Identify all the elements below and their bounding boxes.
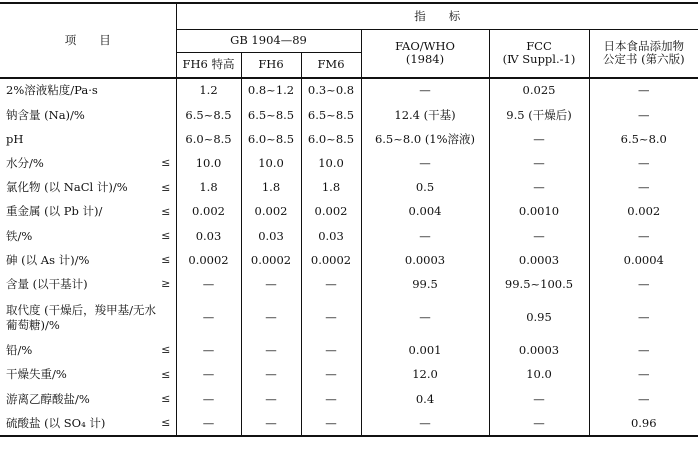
row-cell: — xyxy=(589,152,698,176)
header-gb: GB 1904—89 xyxy=(176,29,361,52)
row-item-label: 钠含量 (Na)/% xyxy=(6,107,85,122)
row-cell: — xyxy=(489,411,589,436)
row-item-label: 氯化物 (以 NaCl 计)/% xyxy=(6,180,128,195)
row-cell: 0.0002 xyxy=(301,248,361,272)
row-cell: — xyxy=(589,387,698,411)
header-fcc-line2: (Ⅳ Suppl.-1) xyxy=(502,52,576,67)
table-row xyxy=(0,200,698,224)
row-cell: 1.2 xyxy=(176,78,241,103)
row-cell: 99.5 xyxy=(361,273,489,297)
row-item-label: 砷 (以 As 计)/% xyxy=(6,252,90,267)
row-cell: — xyxy=(489,152,589,176)
table-row xyxy=(0,339,698,363)
row-cell: — xyxy=(589,103,698,127)
table-row xyxy=(0,248,698,272)
row-cell: — xyxy=(489,224,589,248)
row-cell: 0.5 xyxy=(361,176,489,200)
table-row xyxy=(0,387,698,411)
row-cell: 0.0002 xyxy=(241,248,301,272)
row-cell: 0.0003 xyxy=(489,248,589,272)
row-cell: 6.5~8.0 (1%溶液) xyxy=(361,127,489,151)
row-relation: ≥ xyxy=(161,277,171,291)
row-cell: 6.5~8.5 xyxy=(176,103,241,127)
row-item-label: 含量 (以干基计) xyxy=(6,276,88,291)
header-gb-col-2: FH6 xyxy=(241,52,301,78)
row-cell: — xyxy=(301,363,361,387)
row-cell: 0.96 xyxy=(589,411,698,436)
row-cell: — xyxy=(489,127,589,151)
table-row xyxy=(0,411,698,436)
row-cell: 0.03 xyxy=(241,224,301,248)
row-cell: — xyxy=(241,297,301,339)
row-cell: — xyxy=(361,78,489,103)
row-cell: 0.002 xyxy=(301,200,361,224)
header-jp xyxy=(589,29,698,78)
row-cell: — xyxy=(241,273,301,297)
row-cell: 6.0~8.5 xyxy=(241,127,301,151)
row-cell: 10.0 xyxy=(489,363,589,387)
header-fcc-line1: FCC xyxy=(526,39,552,54)
spec-table xyxy=(0,2,698,437)
row-cell: 0.002 xyxy=(176,200,241,224)
row-item-label: 2%溶液粘度/Pa·s xyxy=(6,83,98,98)
row-cell: 0.0010 xyxy=(489,200,589,224)
row-cell: 0.0004 xyxy=(589,248,698,272)
header-item: 项 目 xyxy=(0,3,176,78)
row-cell: — xyxy=(176,363,241,387)
row-cell: 9.5 (干燥后) xyxy=(489,103,589,127)
row-item-label: 重金属 (以 Pb 计)/ xyxy=(6,204,103,219)
row-cell: 1.8 xyxy=(176,176,241,200)
row-cell: — xyxy=(489,387,589,411)
header-jp-line2: 公定书 (第六版) xyxy=(602,52,685,67)
row-cell: — xyxy=(176,273,241,297)
row-cell: 6.5~8.5 xyxy=(301,103,361,127)
row-cell: — xyxy=(589,224,698,248)
row-item-label: 取代度 (干燥后，羧甲基/无水葡萄糖)/% xyxy=(6,303,157,332)
row-cell: 0.4 xyxy=(361,387,489,411)
row-relation xyxy=(156,297,176,339)
row-relation: ≤ xyxy=(161,228,171,242)
row-cell: 1.8 xyxy=(241,176,301,200)
table-row xyxy=(0,127,698,151)
row-relation: ≤ xyxy=(161,391,171,405)
header-spec: 指 标 xyxy=(176,3,698,29)
row-relation xyxy=(156,78,176,103)
spec-table-body xyxy=(0,78,698,436)
row-cell: 6.0~8.5 xyxy=(176,127,241,151)
table-row xyxy=(0,78,698,103)
row-cell: — xyxy=(589,363,698,387)
row-cell: 12.4 (干基) xyxy=(361,103,489,127)
row-cell: 0.3~0.8 xyxy=(301,78,361,103)
header-jp-line1: 日本食品添加物 xyxy=(603,39,684,54)
table-row xyxy=(0,297,698,339)
row-cell: — xyxy=(241,363,301,387)
row-cell: 10.0 xyxy=(176,152,241,176)
row-cell: — xyxy=(301,411,361,436)
row-cell: — xyxy=(301,339,361,363)
table-row xyxy=(0,224,698,248)
row-cell: — xyxy=(589,297,698,339)
row-cell: — xyxy=(176,297,241,339)
row-cell: 0.0003 xyxy=(361,248,489,272)
row-cell: 1.8 xyxy=(301,176,361,200)
row-cell: 6.5~8.5 xyxy=(241,103,301,127)
row-relation: ≤ xyxy=(161,204,171,218)
row-cell: — xyxy=(589,176,698,200)
row-relation xyxy=(156,103,176,127)
header-fao xyxy=(361,29,489,78)
row-cell: — xyxy=(589,273,698,297)
row-cell: 0.025 xyxy=(489,78,589,103)
row-cell: — xyxy=(301,297,361,339)
row-item-label: 铁/% xyxy=(6,228,33,243)
row-item-label: pH xyxy=(6,131,24,146)
row-cell: — xyxy=(361,297,489,339)
row-cell: 0.002 xyxy=(241,200,301,224)
row-cell: 0.002 xyxy=(589,200,698,224)
row-item-label: 水分/% xyxy=(6,156,44,171)
row-cell: — xyxy=(361,224,489,248)
row-cell: 0.0002 xyxy=(176,248,241,272)
row-relation: ≤ xyxy=(161,253,171,267)
row-relation xyxy=(156,127,176,151)
row-item-label: 游离乙醇酸盐/% xyxy=(6,391,90,406)
row-cell: — xyxy=(301,387,361,411)
header-fao-line2: (1984) xyxy=(405,52,445,67)
row-cell: 0.95 xyxy=(489,297,589,339)
header-fao-line1: FAO/WHO xyxy=(395,39,455,54)
table-row xyxy=(0,103,698,127)
row-item-label: 干燥失重/% xyxy=(6,367,67,382)
row-cell: 0.0003 xyxy=(489,339,589,363)
row-cell: 10.0 xyxy=(241,152,301,176)
row-cell: — xyxy=(176,387,241,411)
row-cell: 0.001 xyxy=(361,339,489,363)
row-relation: ≤ xyxy=(161,367,171,381)
row-relation: ≤ xyxy=(161,416,171,430)
header-gb-col-3: FM6 xyxy=(301,52,361,78)
header-gb-col-1: FH6 特高 xyxy=(176,52,241,78)
table-row xyxy=(0,176,698,200)
row-cell: 99.5~100.5 xyxy=(489,273,589,297)
row-relation: ≤ xyxy=(161,180,171,194)
row-cell: 0.03 xyxy=(301,224,361,248)
row-cell: 0.004 xyxy=(361,200,489,224)
row-cell: — xyxy=(589,339,698,363)
row-cell: — xyxy=(176,339,241,363)
header-fcc xyxy=(489,29,589,78)
table-row xyxy=(0,363,698,387)
row-cell: — xyxy=(301,273,361,297)
row-cell: — xyxy=(361,411,489,436)
row-cell: — xyxy=(241,387,301,411)
row-relation: ≤ xyxy=(161,343,171,357)
row-cell: 12.0 xyxy=(361,363,489,387)
row-cell: 0.03 xyxy=(176,224,241,248)
row-relation: ≤ xyxy=(161,156,171,170)
row-item-label: 铅/% xyxy=(6,343,33,358)
row-cell: 6.5~8.0 xyxy=(589,127,698,151)
row-cell: — xyxy=(589,78,698,103)
row-cell: — xyxy=(241,339,301,363)
row-cell: 0.8~1.2 xyxy=(241,78,301,103)
table-row xyxy=(0,152,698,176)
row-item-label: 硫酸盐 (以 SO₄ 计) xyxy=(6,415,106,430)
row-cell: 6.0~8.5 xyxy=(301,127,361,151)
row-cell: — xyxy=(176,411,241,436)
row-cell: — xyxy=(361,152,489,176)
row-cell: — xyxy=(489,176,589,200)
table-row xyxy=(0,273,698,297)
row-cell: — xyxy=(241,411,301,436)
row-cell: 10.0 xyxy=(301,152,361,176)
